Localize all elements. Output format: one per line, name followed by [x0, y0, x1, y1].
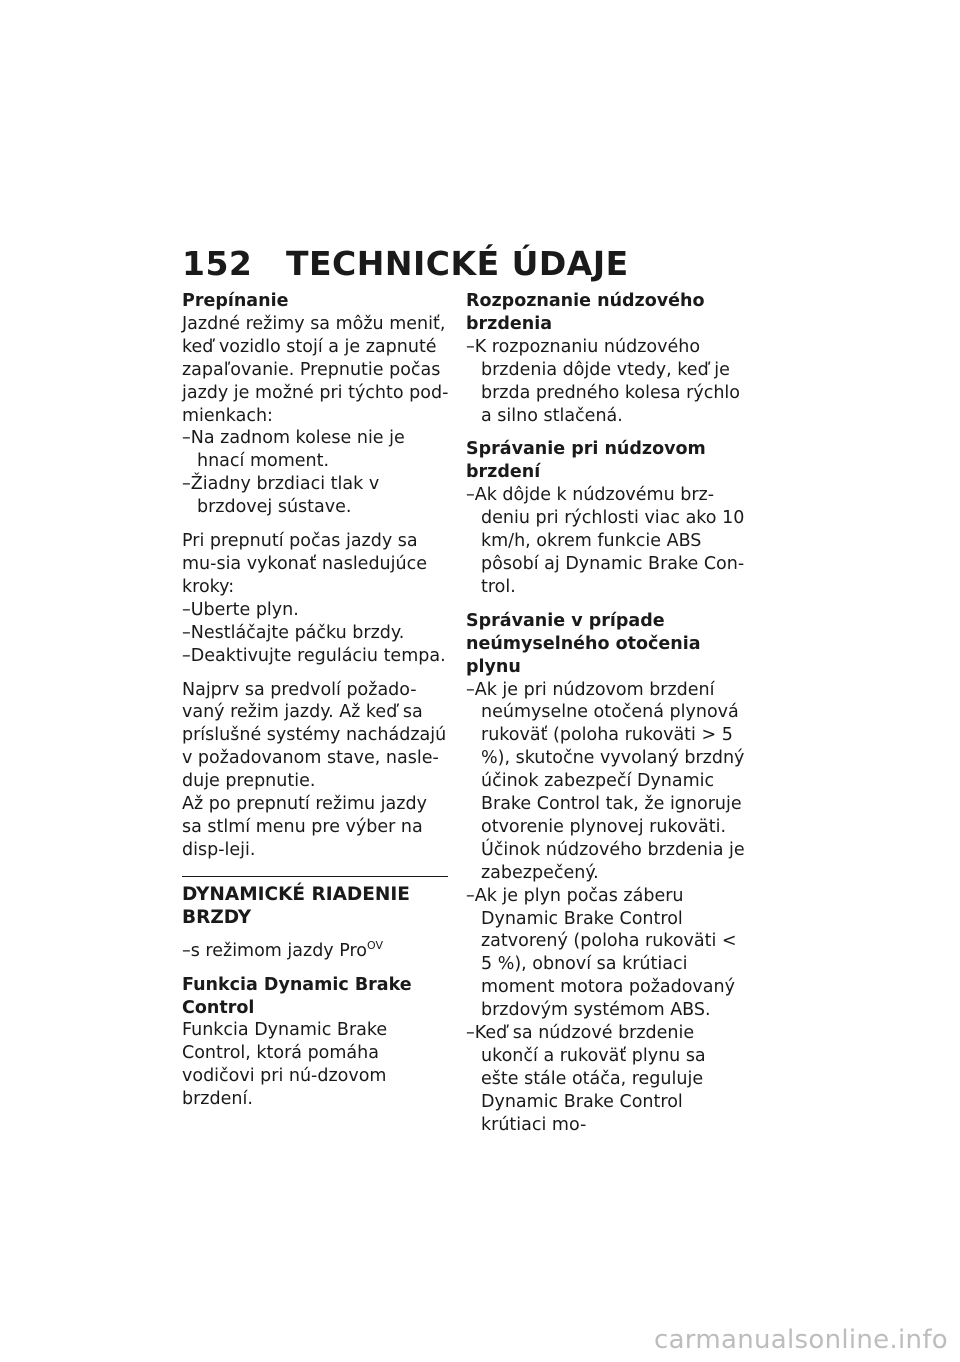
- throttle-item: –Keď sa núdzové brzdenie ukončí a rukoväť plynu sa ešte stále otáča, reguluje Dynamic Brake Control krútiaci mo-: [466, 1023, 706, 1135]
- page-header: [182, 244, 629, 283]
- chapter-title: TECHNICKÉ ÚDAJE: [286, 244, 629, 283]
- step-item: –Nestláčajte páčku brzdy.: [182, 622, 405, 643]
- behavior-heading: Správanie pri núdzovom brzdení: [466, 439, 706, 483]
- behavior-item: –Ak dôjde k núdzovému brz-deniu pri rýchlosti viac ako 10 km/h, okrem funkcie ABS pôsobí aj Dynamic Brake Con-trol.: [466, 485, 745, 597]
- page-number: 152: [182, 244, 253, 283]
- condition-item: –Na zadnom kolese nie je hnací moment.: [182, 428, 405, 472]
- throttle-item: –Ak je plyn počas záberu Dynamic Brake Control zatvorený (poloha rukoväti < 5 %), obnoví sa krútiaci moment motora požadovaný brzdovým systémom ABS.: [466, 885, 737, 1021]
- function-text: Funkcia Dynamic Brake Control, ktorá pomáha vodičovi pri nú-dzovom brzdení.: [182, 1020, 388, 1110]
- step-item: –Deaktivujte reguláciu tempa.: [182, 645, 446, 666]
- option-text: –s režimom jazdy Pro: [182, 940, 367, 961]
- option-line: [182, 940, 452, 963]
- detect-heading: Rozpoznanie núdzového brzdenia: [466, 291, 705, 334]
- step-item: –Uberte plyn.: [182, 599, 299, 620]
- section-divider: [182, 876, 448, 877]
- option-superscript: OV: [366, 938, 383, 952]
- prepinanie-text: Jazdné režimy sa môžu meniť, keď vozidlo stojí a je zapnuté zapaľovanie. Prepnutie počas jazdy je možné pri týchto pod-mienkach:: [182, 313, 449, 426]
- detect-item: –K rozpoznaniu núdzového brzdenia dôjde vtedy, keď je brzda predného kolesa rýchlo a silno stlačená.: [466, 336, 740, 426]
- right-column: [466, 290, 746, 1137]
- section-title: DYNAMICKÉ RIADENIE BRZDY: [182, 883, 410, 928]
- throttle-heading: Správanie v prípade neúmyselného otočenia plynu: [466, 610, 701, 677]
- watermark: carmanualsonline.info: [653, 1325, 948, 1355]
- prepinanie-heading: Prepínanie: [182, 291, 289, 311]
- preselect-text: Najprv sa predvolí požado-vaný režim jazdy. Až keď sa príslušné systémy nachádzajú v požadovanom stave, nasle-duje prepnutie.: [182, 679, 447, 792]
- steps-intro: Pri prepnutí počas jazdy sa mu-sia vykonať nasledujúce kroky:: [182, 531, 427, 597]
- display-text: Až po prepnutí režimu jazdy sa stlmí menu pre výber na disp-leji.: [182, 794, 427, 860]
- function-heading: Funkcia Dynamic Brake Control: [182, 974, 412, 1018]
- condition-item: –Žiadny brzdiaci tlak v brzdovej sústave.: [182, 474, 380, 518]
- throttle-item: –Ak je pri núdzovom brzdení neúmyselne otočená plynová rukoväť (poloha rukoväti > 5 %), skutočne vyvolaný brzdný účinok zabezpečí Dynamic Brake Control tak, že ignoruje otvorenie plynovej rukoväti. Účinok núdzového brzdenia je zabezpečený.: [466, 679, 745, 883]
- left-column: [182, 290, 452, 1111]
